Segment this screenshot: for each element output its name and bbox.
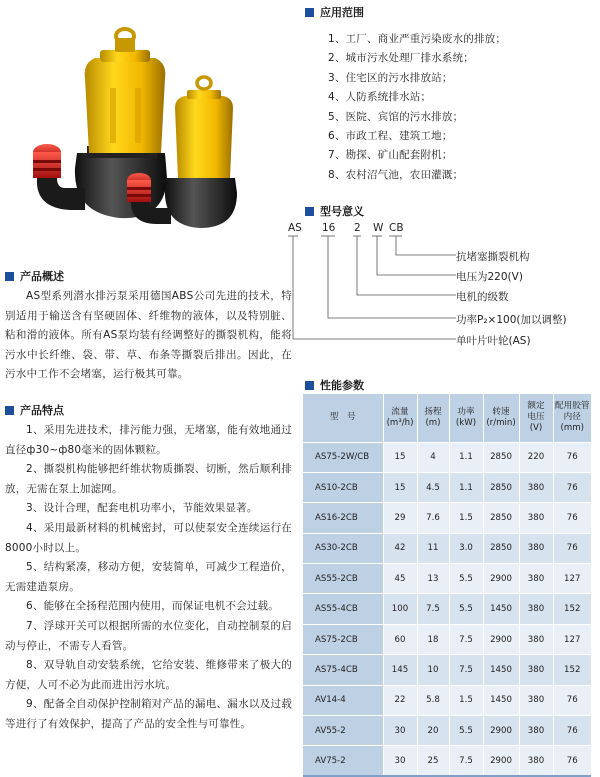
table-cell: 60	[383, 624, 417, 654]
feature-item: 3、设计合理，配套电机功率小，节能效果显著。	[26, 502, 258, 514]
feature-item: 5、结构紧凑，移动方便，安装简单，可减少工程造价，无需建造泵房。	[5, 561, 292, 593]
table-cell-model: AS75-4CB	[303, 655, 383, 685]
table-cell: 2900	[483, 624, 519, 654]
section-marker-icon	[305, 381, 314, 390]
table-cell-model: AV55-2	[303, 716, 383, 746]
table-cell: 1450	[483, 655, 519, 685]
table-cell: 380	[519, 533, 553, 563]
table-cell: 127	[553, 564, 591, 594]
table-row	[303, 564, 591, 594]
table-cell-model: AS10-2CB	[303, 472, 383, 502]
table-cell: 1.1	[449, 472, 483, 502]
feature-item: 2、撕裂机构能够把纤维状物质撕裂、切断，然后顺利排放，无需在泵上加滤网。	[5, 463, 292, 495]
list-item: 8、农村沼气池，农田灌溉；	[328, 168, 464, 181]
section-marker-icon	[5, 272, 14, 281]
table-cell-model: AS30-2CB	[303, 533, 383, 563]
table-cell: 25	[417, 746, 449, 776]
table-cell: 18	[417, 624, 449, 654]
list-item: 6、市政工程、建筑工地；	[328, 129, 453, 142]
table-cell: 2850	[483, 472, 519, 502]
section-overview-title: 产品概述	[5, 268, 64, 284]
table-row	[303, 655, 591, 685]
table-row	[303, 503, 591, 533]
table-cell: 2850	[483, 503, 519, 533]
table-cell: 380	[519, 655, 553, 685]
feature-item: 9、配备全自动保护控制箱对产品的漏电、漏水以及过载等进行了有效保护，提高了产品的安全性与可靠性。	[5, 698, 292, 730]
table-cell: 152	[553, 594, 591, 624]
table-cell: 45	[383, 564, 417, 594]
section-application-title: 应用范围	[305, 4, 364, 20]
table-cell: 7.6	[417, 503, 449, 533]
table-cell: 29	[383, 503, 417, 533]
table-row	[303, 716, 591, 746]
list-item: 1、工厂、商业严重污染废水的排放；	[328, 33, 507, 45]
table-cell: 2900	[483, 564, 519, 594]
table-cell-model: AS75-2W/CB	[303, 442, 383, 472]
table-cell: 76	[553, 472, 591, 502]
table-row	[303, 624, 591, 654]
model-code-part: 16	[322, 222, 336, 234]
table-cell: 4.5	[417, 472, 449, 502]
table-header: 功率 (kW)	[449, 394, 483, 442]
table-cell: 5.5	[449, 716, 483, 746]
table-row	[303, 442, 591, 472]
model-meaning-item: 抗堵塞撕裂机构	[456, 251, 530, 263]
table-cell: 220	[519, 442, 553, 472]
model-meaning-item: 单叶片叶轮(AS)	[456, 335, 531, 347]
table-cell: 4	[417, 442, 449, 472]
table-cell: 15	[383, 442, 417, 472]
pump-illustration	[25, 28, 265, 233]
table-cell-model: AS16-2CB	[303, 503, 383, 533]
table-cell: 7.5	[449, 655, 483, 685]
section-marker-icon	[305, 8, 314, 17]
table-cell-model: AS75-2CB	[303, 624, 383, 654]
table-cell: 2900	[483, 716, 519, 746]
table-cell: 100	[383, 594, 417, 624]
table-cell: 380	[519, 594, 553, 624]
table-cell-model: AV75-2	[303, 746, 383, 776]
table-cell: 380	[519, 472, 553, 502]
list-item: 4、人防系统排水站；	[328, 91, 432, 104]
list-item: 3、住宅区的污水排放站；	[328, 71, 453, 84]
table-cell: 380	[519, 716, 553, 746]
model-code-part: W	[373, 222, 384, 234]
table-cell: 5.8	[417, 685, 449, 715]
table-cell: 380	[519, 685, 553, 715]
list-item: 7、勘探、矿山配套附机；	[328, 149, 453, 162]
table-cell: 152	[553, 655, 591, 685]
table-header: 扬程 (m)	[417, 394, 449, 442]
table-cell: 2900	[483, 746, 519, 776]
table-cell: 76	[553, 746, 591, 776]
feature-item: 4、采用最新材料的机械密封，可以使泵安全连续运行在8000小时以上。	[5, 522, 292, 554]
section-features-title: 产品特点	[5, 402, 64, 418]
table-cell: 380	[519, 624, 553, 654]
table-cell: 1.1	[449, 442, 483, 472]
table-cell: 5.5	[449, 594, 483, 624]
list-item: 5、医院、宾馆的污水排放；	[328, 110, 464, 123]
feature-item: 6、能够在全扬程范围内使用，而保证电机不会过载。	[26, 600, 279, 612]
table-row	[303, 746, 591, 776]
table-cell: 2850	[483, 533, 519, 563]
table-cell-model: AS55-4CB	[303, 594, 383, 624]
table-header: 流量 (m³/h)	[383, 394, 417, 442]
table-cell: 1.5	[449, 685, 483, 715]
feature-item: 1、采用先进技术，排污能力强，无堵塞，能有效地通过直径ф30~ф80毫米的固体颗粒。	[5, 424, 292, 456]
table-cell: 127	[553, 624, 591, 654]
table-cell: 2850	[483, 442, 519, 472]
table-cell: 30	[383, 746, 417, 776]
performance-table	[303, 394, 591, 777]
table-cell: 76	[553, 503, 591, 533]
list-item: 2、城市污水处理厂排水系统；	[328, 52, 474, 65]
table-cell: 145	[383, 655, 417, 685]
section-marker-icon	[305, 207, 314, 216]
table-cell: 15	[383, 472, 417, 502]
table-cell: 1450	[483, 594, 519, 624]
table-cell-model: AV14-4	[303, 685, 383, 715]
model-code-part: 2	[354, 222, 361, 234]
model-meaning-item: 功率P₂×100(加以调整)	[456, 314, 567, 326]
application-list	[328, 30, 506, 185]
feature-item: 7、浮球开关可以根据所需的水位变化，自动控制泵的启动与停止，不需专人看管。	[5, 620, 292, 652]
table-cell: 76	[553, 685, 591, 715]
table-cell: 380	[519, 564, 553, 594]
model-connector-lines	[288, 235, 458, 350]
section-model-meaning-title: 型号意义	[305, 203, 364, 219]
model-meaning-item: 电压为220(V)	[456, 271, 523, 283]
table-cell: 76	[553, 716, 591, 746]
model-code-diagram	[288, 222, 588, 352]
table-row	[303, 685, 591, 715]
table-row	[303, 472, 591, 502]
table-row	[303, 533, 591, 563]
table-cell: 22	[383, 685, 417, 715]
table-cell: 7.5	[417, 594, 449, 624]
feature-item: 8、双导轨自动安装系统，它给安装、维修带来了极大的方便，人可不必为此而进出污水坑。	[5, 659, 292, 691]
table-cell: 20	[417, 716, 449, 746]
overview-paragraph: AS型系列潜水排污泵采用德国ABS公司先进的技术，特别适用于输送含有坚硬固体、纤维物的液体，以及特别脏、粘和滑的液体。所有AS泵均装有经调整好的撕裂机构，能将污水中长纤维、袋、带、草、布条等撕裂后排出。因此，在污水中工作不会堵塞，运行极其可靠。	[5, 290, 292, 381]
table-row	[303, 594, 591, 624]
table-header-row	[303, 394, 591, 442]
table-cell: 3.0	[449, 533, 483, 563]
table-cell: 13	[417, 564, 449, 594]
table-cell: 76	[553, 442, 591, 472]
model-meaning-item: 电机的级数	[456, 291, 509, 303]
section-marker-icon	[5, 406, 14, 415]
table-cell: 76	[553, 533, 591, 563]
table-cell: 380	[519, 503, 553, 533]
table-cell: 7.5	[449, 746, 483, 776]
table-cell: 10	[417, 655, 449, 685]
table-cell: 7.5	[449, 624, 483, 654]
table-cell: 5.5	[449, 564, 483, 594]
table-header: 额定 电压 (V)	[519, 394, 553, 442]
table-cell: 42	[383, 533, 417, 563]
table-cell: 380	[519, 746, 553, 776]
table-cell: 1.5	[449, 503, 483, 533]
table-cell: 30	[383, 716, 417, 746]
table-header: 配用胶管 内径 (mm)	[553, 394, 591, 442]
table-cell-model: AS55-2CB	[303, 564, 383, 594]
section-performance-title: 性能参数	[305, 377, 364, 393]
model-code-part: AS	[288, 222, 302, 234]
model-code-part: CB	[389, 222, 404, 234]
table-header: 型 号	[303, 394, 383, 442]
table-cell: 11	[417, 533, 449, 563]
table-cell: 1450	[483, 685, 519, 715]
table-header: 转速 (r/min)	[483, 394, 519, 442]
